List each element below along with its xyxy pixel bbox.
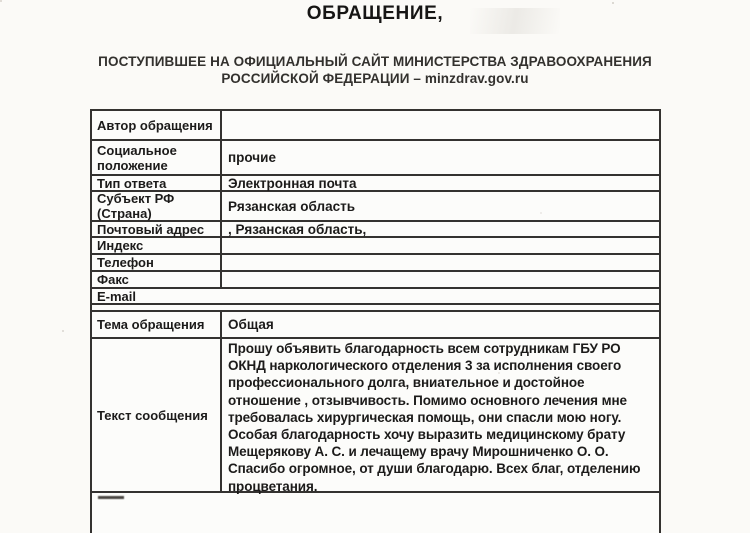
table-row-subject [92, 312, 659, 339]
row-label: Социальное положение [92, 141, 222, 174]
appeal-form-table [90, 109, 661, 533]
row-value [222, 111, 659, 139]
row-label: E-mail [97, 288, 137, 304]
table-row-social-status [92, 141, 659, 176]
row-label: Телефон [92, 255, 222, 270]
row-value: Общая [228, 317, 274, 332]
table-row-author [92, 111, 659, 141]
row-label: Текст сообщения [92, 339, 222, 491]
row-value: , Рязанская область, [228, 221, 367, 237]
spacer-cell [92, 305, 659, 310]
page-subtitle-line1: ПОСТУПИВШЕЕ НА ОФИЦИАЛЬНЫЙ САЙТ МИНИСТЕРСТВА ЗДРАВООХРАНЕНИЯ [98, 54, 652, 69]
row-label: Почтовый адрес [92, 222, 222, 236]
table-row-clipped [92, 493, 659, 533]
table-row-phone [92, 255, 659, 272]
row-value [222, 272, 659, 287]
row-value: Электронная почта [228, 175, 357, 191]
row-value [222, 255, 659, 270]
page-subtitle [75, 53, 675, 87]
next-row-text-hint [98, 496, 124, 499]
table-row-response-type [92, 176, 659, 192]
row-value: Рязанская область [228, 198, 356, 214]
table-row-postcode [92, 238, 659, 255]
page-subtitle-line2: РОССИЙСКОЙ ФЕДЕРАЦИИ – minzdrav.gov.ru [221, 71, 529, 86]
table-row-email [92, 289, 659, 305]
row-value [222, 238, 659, 253]
row-value: прочие [228, 150, 276, 165]
scan-noise [0, 0, 2, 2]
row-label: Автор обращения [92, 111, 222, 139]
row-label: Субъект РФ (Страна) [92, 192, 222, 220]
table-row-fax [92, 272, 659, 289]
table-row-region [92, 192, 659, 222]
table-row-spacer [92, 305, 659, 312]
table-row-message-text [92, 339, 659, 493]
row-label: Индекс [92, 238, 222, 253]
row-label: Тип ответа [92, 176, 222, 190]
row-value: Прошу объявить благодарность всем сотрудникам ГБУ РО ОКНД наркологического отделения 3 за исполнения своего профессионального долга, вниательное и достойное отношение , отзывчивость. Помимо основного лечения мне требовалась хирургическая помощь, они спасли мою ногу. Особая благодарность хочу выразить медицинскому брату Мещерякову А. С. и лечащему врачу Мирошниченко О. О. Спасибо огромное, от души благодарю. Всех благ, отделению процветания. [228, 341, 641, 494]
row-label: Факс [92, 272, 222, 287]
row-label: Тема обращения [92, 312, 222, 337]
table-row-postal-address [92, 222, 659, 238]
page-title: ОБРАЩЕНИЕ, [306, 3, 444, 24]
